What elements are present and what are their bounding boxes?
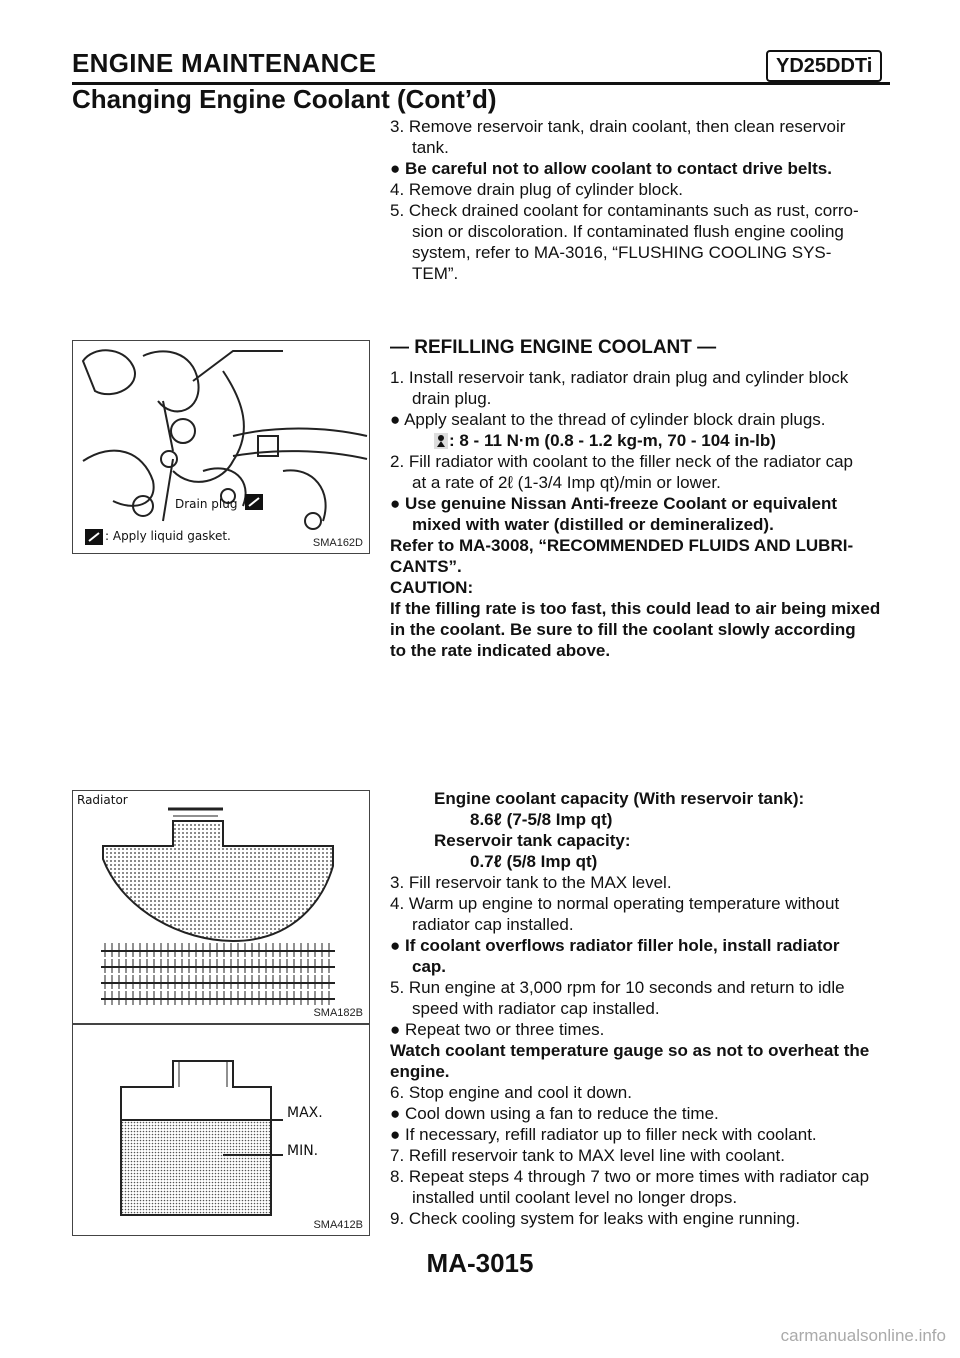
caution-line-1: If the filling rate is too fast, this could lead to air being mixed [390,599,881,618]
caution-line-3: to the rate indicated above. [390,641,611,660]
refill-step-2-line-2: at a rate of 2ℓ (1-3/4 Imp qt)/min or lower. [412,473,721,492]
header-title: ENGINE MAINTENANCE [72,48,377,78]
step-3-fill-reservoir: 3. Fill reservoir tank to the MAX level. [390,873,672,892]
caution-label: CAUTION: [390,578,474,597]
refer-line-1: Refer to MA-3008, “RECOMMENDED FLUIDS AND LUBRI- [390,536,854,555]
drain-plug-label: Drain plug [175,497,238,511]
caution-drive-belts: ● Be careful not to allow coolant to contact drive belts. [390,159,832,178]
torque-spec-text: : 8 - 11 N·m (0.8 - 1.2 kg-m, 70 - 104 in-lb) [449,431,776,450]
genuine-coolant-line-1: ● Use genuine Nissan Anti-freeze Coolant or equivalent [390,494,838,513]
genuine-coolant-line-2: mixed with water (distilled or demineralized). [412,515,774,534]
refill-step-2-line-1: 2. Fill radiator with coolant to the filler neck of the radiator cap [390,452,854,471]
step-4-warm-line-2: radiator cap installed. [412,915,574,934]
reservoir-capacity-label: Reservoir tank capacity: [434,831,631,850]
refill-step-1-line-2: drain plug. [412,389,492,408]
step-8-repeat-line-1: 8. Repeat steps 4 through 7 two or more times with radiator cap [390,1167,870,1186]
refill-note-text: If necessary, refill radiator up to filler neck with coolant. [405,1125,817,1144]
coolant-capacity-label: Engine coolant capacity (With reservoir tank): [434,789,805,808]
caution-line-2: in the coolant. Be sure to fill the coolant slowly according [390,620,856,639]
step-8-repeat-line-2: installed until coolant level no longer drops. [412,1188,738,1207]
reservoir-tank-illustration [73,1025,369,1235]
genuine-coolant-text: Use genuine Nissan Anti-freeze Coolant or equivalent [405,494,838,513]
step-4: 4. Remove drain plug of cylinder block. [390,180,683,199]
step-5-line-2: sion or discoloration. If contaminated flush engine cooling [412,222,844,241]
repeat-note: ● Repeat two or three times. [390,1020,605,1039]
step-5-run-line-1: 5. Run engine at 3,000 rpm for 10 seconds and return to idle [390,978,845,997]
liquid-gasket-label: : Apply liquid gasket. [105,529,231,543]
reservoir-capacity-value: 0.7ℓ (5/8 Imp qt) [470,852,598,871]
section-title: Changing Engine Coolant (Cont’d) [72,84,497,114]
radiator-illustration [73,791,369,1023]
figure-reservoir-tank [72,1024,370,1236]
fan-note-text: Cool down using a fan to reduce the time. [405,1104,719,1123]
step-4-warm-line-1: 4. Warm up engine to normal operating temperature without [390,894,840,913]
step-7-refill-reservoir: 7. Refill reservoir tank to MAX level line with coolant. [390,1146,785,1165]
step-5-line-3: system, refer to MA-3016, “FLUSHING COOLING SYS- [412,243,832,262]
watermark: carmanualsonline.info [780,1326,946,1345]
step-5-line-4: TEM”. [412,264,459,283]
step-5-line-1: 5. Check drained coolant for contaminants such as rust, corro- [390,201,859,220]
refill-heading: — REFILLING ENGINE COOLANT — [390,337,717,358]
overflow-note-line-2: cap. [412,957,447,976]
refill-note: ● If necessary, refill radiator up to filler neck with coolant. [390,1125,817,1144]
radiator-label: Radiator [77,793,128,807]
sealant-note-text: Apply sealant to the thread of cylinder block drain plugs. [404,410,826,429]
step-3-line-1: 3. Remove reservoir tank, drain coolant, then clean reservoir [390,117,846,136]
coolant-capacity-value: 8.6ℓ (7-5/8 Imp qt) [470,810,613,829]
engine-code-badge: YD25DDTi [766,50,882,82]
step-5-run-line-2: speed with radiator cap installed. [412,999,660,1018]
figure-drain-plug [72,340,370,554]
overflow-note-text: If coolant overflows radiator filler hole, install radiator [405,936,840,955]
page-number: MA-3015 [426,1248,534,1278]
figure-code-sma182b: SMA182B [313,1007,363,1019]
caution-drive-belts-text: Be careful not to allow coolant to contact drive belts. [405,159,832,178]
step-6-stop: 6. Stop engine and cool it down. [390,1083,632,1102]
figure-radiator [72,790,370,1024]
torque-spec [390,430,892,451]
sealant-note: ● Apply sealant to the thread of cylinder block drain plugs. [390,410,826,429]
refer-line-2: CANTS”. [390,557,462,576]
max-level-label: MAX. [287,1105,323,1121]
step-9-check-leaks: 9. Check cooling system for leaks with engine running. [390,1209,801,1228]
text-block-drain [390,116,892,284]
figure-code-sma412b: SMA412B [313,1219,363,1231]
repeat-note-text: Repeat two or three times. [405,1020,605,1039]
fan-note: ● Cool down using a fan to reduce the time. [390,1104,719,1123]
drain-plug-illustration [73,341,369,553]
figure-code-sma162d: SMA162D [312,537,363,549]
text-block-refill [390,337,892,661]
watch-gauge-line-1: Watch coolant temperature gauge so as not to overheat the [390,1041,870,1060]
step-3-line-2: tank. [412,138,449,157]
overflow-note-line-1: ● If coolant overflows radiator filler hole, install radiator [390,936,840,955]
torque-wrench-icon [434,433,448,449]
watch-gauge-line-2: engine. [390,1062,450,1081]
min-level-label: MIN. [287,1143,319,1159]
text-block-capacity [390,788,892,1229]
refill-step-1-line-1: 1. Install reservoir tank, radiator drain plug and cylinder block [390,368,849,387]
